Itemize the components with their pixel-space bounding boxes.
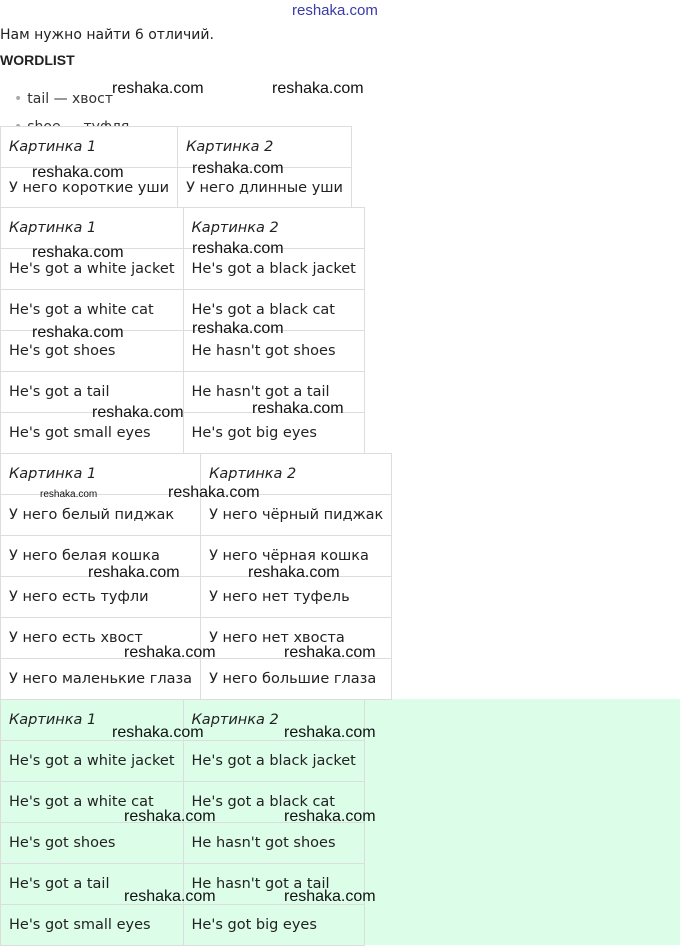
column-header: Картинка 2 (201, 454, 392, 495)
table-cell: He's got shoes (1, 823, 184, 864)
table-header-row (1, 127, 352, 168)
table-cell: He's got a black jacket (183, 741, 364, 782)
table-cell: He's got small eyes (1, 413, 184, 454)
table-header-row (1, 208, 365, 249)
column-header: Картинка 2 (183, 700, 364, 741)
table-cell: He's got a black cat (183, 290, 364, 331)
column-header: Картинка 1 (1, 700, 184, 741)
table-cell: He's got a white cat (1, 290, 184, 331)
table-cell: He's got a white jacket (1, 741, 184, 782)
watermark: reshaka.com (284, 644, 376, 661)
watermark: reshaka.com (192, 320, 284, 337)
table-cell: He hasn't got shoes (183, 331, 364, 372)
wordlist-heading: WORDLIST (0, 52, 75, 68)
table-cell: He's got a tail (1, 864, 184, 905)
table-cell: He's got a black jacket (183, 249, 364, 290)
watermark: reshaka.com (192, 240, 284, 257)
table-cell: He's got a tail (1, 372, 184, 413)
table-cell: У него белый пиджак (1, 495, 201, 536)
table-cell: У него чёрный пиджак (201, 495, 392, 536)
watermark: reshaka.com (168, 484, 260, 501)
table-cell: He's got big eyes (183, 413, 364, 454)
table-cell: У него нет туфель (201, 577, 392, 618)
table-cell: He's got a black cat (183, 782, 364, 823)
table-cell: He hasn't got a tail (183, 372, 364, 413)
table-cell: У него короткие уши (1, 168, 178, 209)
watermark: reshaka.com (40, 489, 98, 500)
watermark: reshaka.com (284, 724, 376, 741)
watermark: reshaka.com (252, 400, 344, 417)
table-cell: He's got a white cat (1, 782, 184, 823)
column-header: Картинка 1 (1, 454, 201, 495)
table-cell: У него есть хвост (1, 618, 201, 659)
wordlist-item: • tail — хвост (14, 91, 113, 107)
watermark: reshaka.com (248, 564, 340, 581)
intro-text: Нам нужно найти 6 отличий. (0, 27, 214, 43)
watermark: reshaka.com (112, 80, 204, 97)
column-header: Картинка 1 (1, 208, 184, 249)
watermark: reshaka.com (284, 888, 376, 905)
table-row (1, 577, 392, 618)
table-cell: He hasn't got a tail (183, 864, 364, 905)
table-cell: He hasn't got shoes (183, 823, 364, 864)
watermark: reshaka.com (284, 808, 376, 825)
table-cell: He's got big eyes (183, 905, 364, 946)
bullet-icon: • (14, 91, 23, 107)
table-cell: He's got a white jacket (1, 249, 184, 290)
table-row (1, 741, 365, 782)
column-header: Картинка 2 (178, 127, 352, 168)
watermark: reshaka.com (32, 164, 124, 181)
table-cell: У него большие глаза (201, 659, 392, 700)
watermark: reshaka.com (272, 80, 364, 97)
watermark: reshaka.com (124, 888, 216, 905)
column-header: Картинка 1 (1, 127, 178, 168)
watermark: reshaka.com (32, 324, 124, 341)
column-header: Картинка 2 (183, 208, 364, 249)
table-cell: He's got shoes (1, 331, 184, 372)
table-row (1, 659, 392, 700)
watermark: reshaka.com (192, 160, 284, 177)
table-cell: У него есть туфли (1, 577, 201, 618)
watermark: reshaka.com (124, 644, 216, 661)
site-link[interactable]: reshaka.com (292, 2, 378, 19)
watermark: reshaka.com (92, 404, 184, 421)
table-row (1, 823, 365, 864)
table-row (1, 905, 365, 946)
table-cell: У него маленькие глаза (1, 659, 201, 700)
table-cell: У него длинные уши (178, 168, 352, 209)
table-cell: У него чёрная кошка (201, 536, 392, 577)
watermark: reshaka.com (112, 724, 204, 741)
watermark: reshaka.com (32, 244, 124, 261)
watermark: reshaka.com (88, 564, 180, 581)
table-cell: He's got small eyes (1, 905, 184, 946)
table-cell: У него белая кошка (1, 536, 201, 577)
watermark: reshaka.com (124, 808, 216, 825)
table-cell: У него нет хвоста (201, 618, 392, 659)
